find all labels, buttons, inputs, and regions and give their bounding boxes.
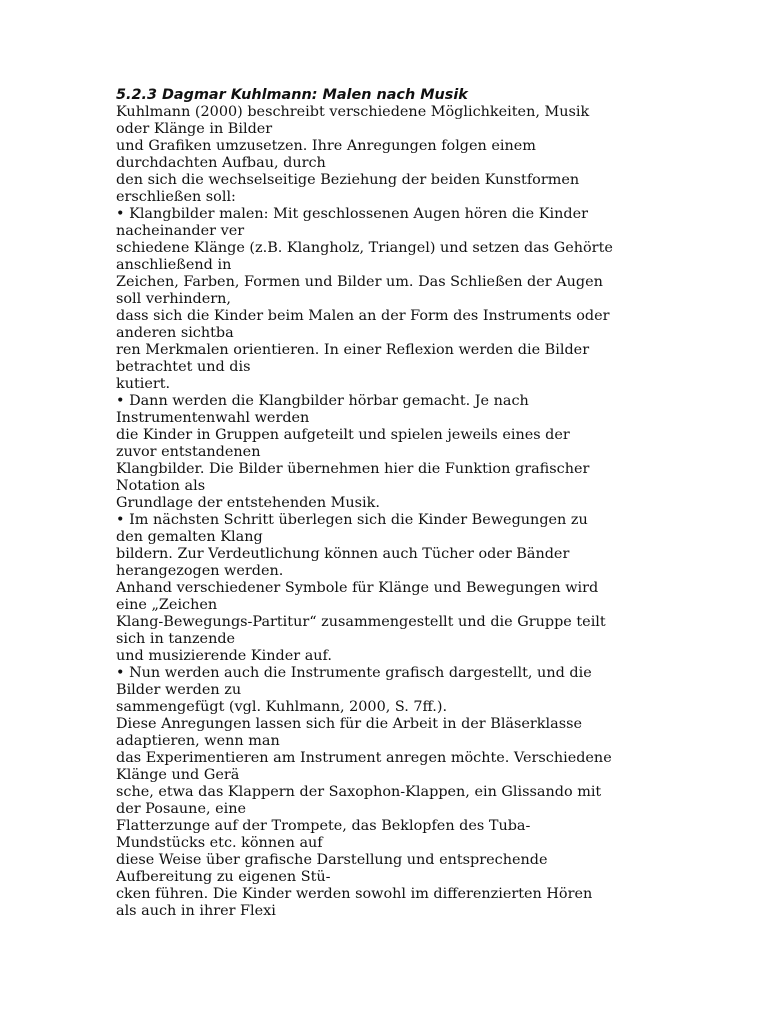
text-line: sammengefügt (vgl. Kuhlmann, 2000, S. 7ff.). [116,699,448,715]
text-line: eine „Zeichen [116,597,218,613]
text-line: Klang-Bewegungs-Partitur“ zusammengestellt und die Gruppe teilt [116,614,606,630]
text-line: zuvor entstandenen [116,444,261,460]
text-line: Klangbilder. Die Bilder übernehmen hier die Funktion grafischer [116,461,590,477]
text-line: soll verhindern, [116,291,231,307]
text-line: schiedene Klänge (z.B. Klangholz, Triangel) und setzen das Gehörte [116,240,613,256]
text-line: den gemalten Klang [116,529,263,545]
text-line: dass sich die Kinder beim Malen an der Form des Instruments oder [116,308,610,324]
text-line: Klänge und Gerä [116,767,240,783]
text-line: nacheinander ver [116,223,245,239]
text-line: der Posaune, eine [116,801,247,817]
text-line: kutiert. [116,376,171,392]
text-line: Instrumentenwahl werden [116,410,310,426]
text-line: cken führen. Die Kinder werden sowohl im differenzierten Hören [116,886,593,902]
text-line: ren Merkmalen orientieren. In einer Reflexion werden die Bilder [116,342,590,358]
text-line: sche, etwa das Klappern der Saxophon-Klappen, ein Glissando mit [116,784,602,800]
document-page [116,87,676,920]
text-line: Bilder werden zu [116,682,242,698]
text-line: Mundstücks etc. können auf [116,835,323,851]
text-line: anschließend in [116,257,232,273]
text-line: und Grafiken umzusetzen. Ihre Anregungen folgen einem [116,138,536,154]
text-line: Grundlage der entstehenden Musik. [116,495,380,511]
text-line: das Experimentieren am Instrument anregen möchte. Verschiedene [116,750,612,766]
text-line: als auch in ihrer Flexi [116,903,276,919]
section-heading: 5.2.3 Dagmar Kuhlmann: Malen nach Musik [116,87,468,103]
text-line: Flatterzunge auf der Trompete, das Beklopfen des Tuba- [116,818,531,834]
text-line: Kuhlmann (2000) beschreibt verschiedene Möglichkeiten, Musik [116,104,590,120]
text-line: Zeichen, Farben, Formen und Bilder um. Das Schließen der Augen [116,274,603,290]
text-line: • Dann werden die Klangbilder hörbar gemacht. Je nach [116,393,529,409]
text-line: • Nun werden auch die Instrumente grafisch dargestellt, und die [116,665,592,681]
text-line: anderen sichtba [116,325,234,341]
text-line: durchdachten Aufbau, durch [116,155,326,171]
text-line: sich in tanzende [116,631,236,647]
text-line: • Im nächsten Schritt überlegen sich die Kinder Bewegungen zu [116,512,588,528]
text-line: bildern. Zur Verdeutlichung können auch Tücher oder Bänder [116,546,570,562]
text-line: die Kinder in Gruppen aufgeteilt und spielen jeweils eines der [116,427,570,443]
text-line: oder Klänge in Bilder [116,121,273,137]
text-line: • Klangbilder malen: Mit geschlossenen Augen hören die Kinder [116,206,588,222]
text-line: betrachtet und dis [116,359,251,375]
text-line: diese Weise über grafische Darstellung und entsprechende [116,852,548,868]
text-line: erschließen soll: [116,189,236,205]
text-line: Aufbereitung zu eigenen Stü- [116,869,331,885]
text-line: Anhand verschiedener Symbole für Klänge und Bewegungen wird [116,580,599,596]
text-line: Notation als [116,478,206,494]
text-line: herangezogen werden. [116,563,284,579]
text-line: den sich die wechselseitige Beziehung der beiden Kunstformen [116,172,580,188]
text-line: und musizierende Kinder auf. [116,648,332,664]
body-text [116,104,676,920]
text-line: Diese Anregungen lassen sich für die Arbeit in der Bläserklasse [116,716,582,732]
text-line: adaptieren, wenn man [116,733,280,749]
